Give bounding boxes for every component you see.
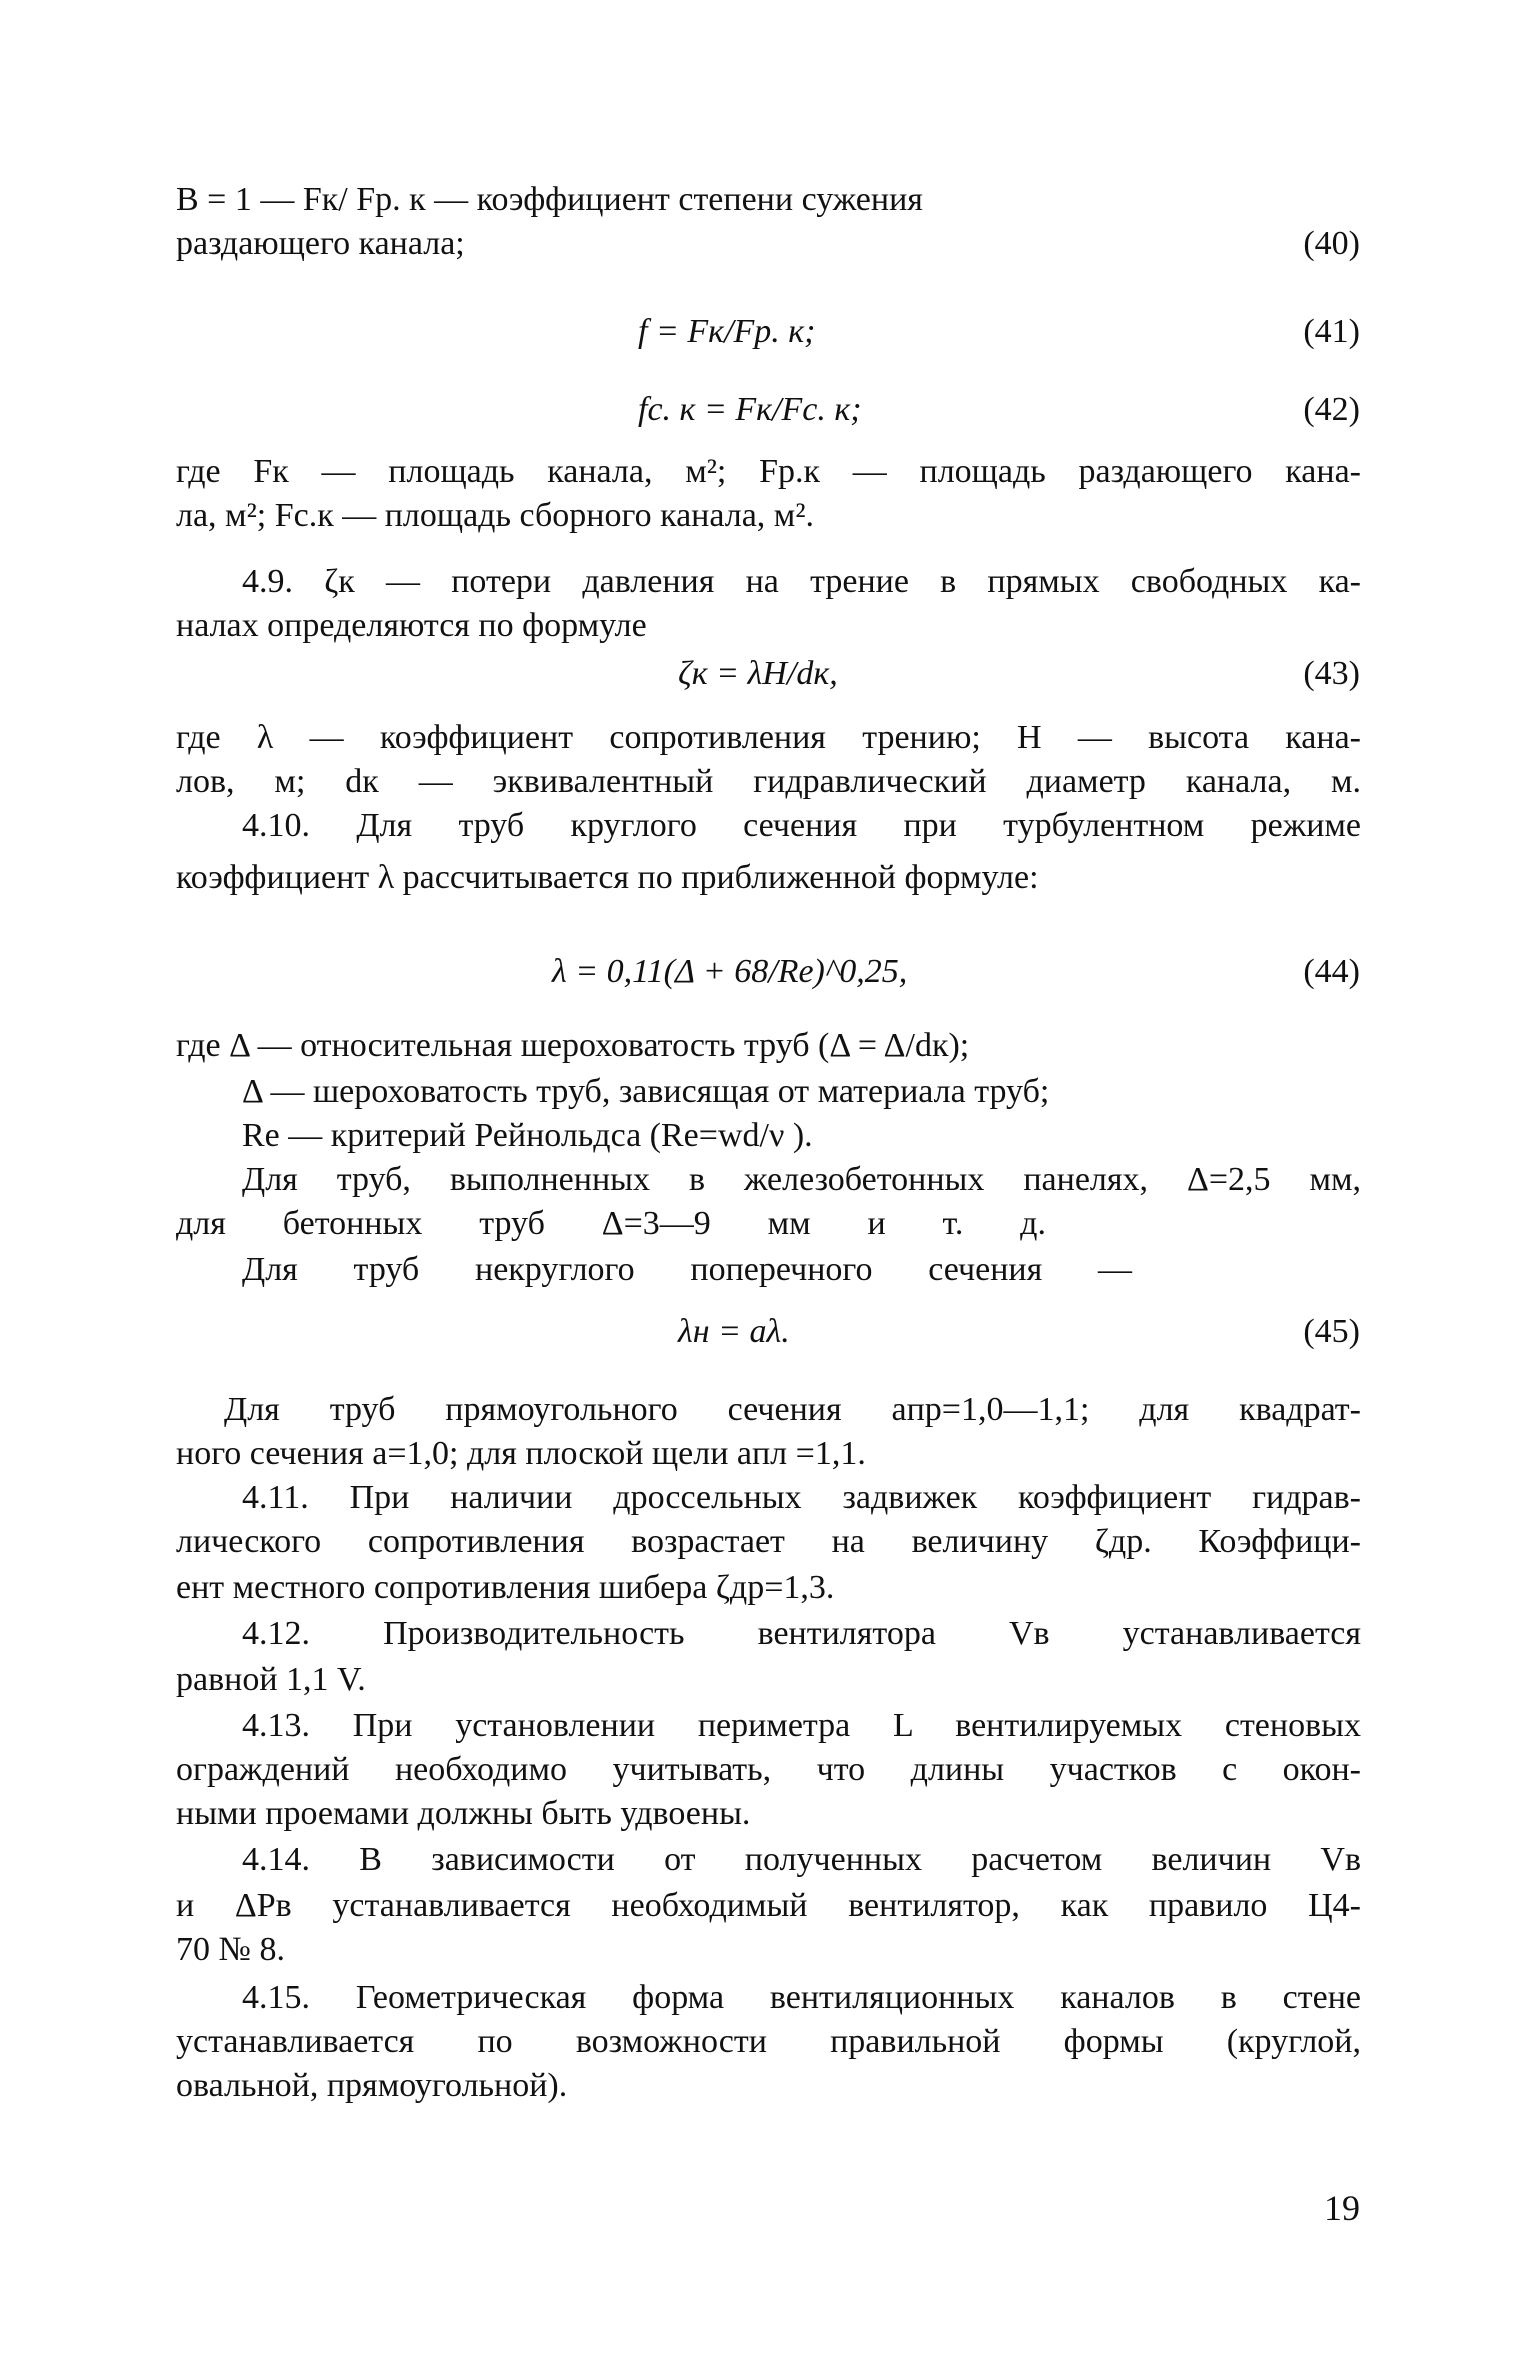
text-line: и ΔPв устанавливается необходимый вентилятор, как правило Ц4- [176,1887,1361,1924]
equation-number: (43) [1303,655,1360,692]
text-line: Re — критерий Рейнольдса (Re=wd/ν ). [242,1117,813,1154]
formula-43: ζк = λH/dк, [678,655,838,692]
text-line: 4.14. В зависимости от полученных расчетом величин Vв [242,1841,1361,1878]
text-line: где Fк — площадь канала, м²; Fр.к — площадь раздающего кана- [176,453,1361,490]
text-line: где Δ — относительная шероховатость труб (Δ = Δ/dк); [176,1027,970,1064]
text-line: раздающего канала; [176,225,465,262]
text-line: В = 1 — Fк/ Fр. к — коэффициент степени сужения [176,181,923,218]
text-line: ными проемами должны быть удвоены. [176,1795,751,1832]
formula-44: λ = 0,11(Δ + 68/Re)^0,25, [552,953,908,990]
formula-45: λн = aλ. [678,1313,790,1350]
text-line: равной 1,1 V. [176,1661,366,1698]
text-line: ограждений необходимо учитывать, что длины участков с окон- [176,1751,1361,1788]
text-line: Для труб некруглого поперечного сечения — [242,1251,1132,1288]
text-line: коэффициент λ рассчитывается по приближенной формуле: [176,859,1039,896]
text-line: 4.9. ζк — потери давления на трение в прямых свободных ка- [242,563,1361,600]
text-line: Для труб, выполненных в железобетонных панелях, Δ=2,5 мм, [242,1161,1361,1198]
text-line: лического сопротивления возрастает на величину ζдр. Коэффици- [176,1523,1361,1560]
page-number: 19 [1324,2188,1360,2228]
text-line: налах определяются по формуле [176,607,647,644]
text-line: Δ — шероховатость труб, зависящая от материала труб; [242,1073,1050,1110]
text-line: Для труб прямоугольного сечения aпр=1,0—1,1; для квадрат- [224,1391,1361,1428]
equation-number: (42) [1303,391,1360,428]
text-line: 4.12. Производительность вентилятора Vв устанавливается [242,1615,1361,1652]
text-line: 4.11. При наличии дроссельных задвижек коэффициент гидрав- [242,1479,1361,1516]
text-line: лов, м; dк — эквивалентный гидравлический диаметр канала, м. [176,763,1361,800]
formula-42: fс. к = Fк/Fс. к; [638,391,862,428]
text-line: ла, м²; Fс.к — площадь сборного канала, м². [176,497,815,534]
equation-number: (41) [1303,313,1360,350]
text-line: 4.10. Для труб круглого сечения при турбулентном режиме [242,807,1361,844]
text-line: 4.15. Геометрическая форма вентиляционных каналов в стене [242,1979,1361,2016]
text-line: для бетонных труб Δ=3—9 мм и т. д. [176,1205,1046,1242]
text-line: 4.13. При установлении периметра L вентилируемых стеновых [242,1707,1361,1744]
text-line: устанавливается по возможности правильной формы (круглой, [176,2023,1361,2060]
text-line: 70 № 8. [176,1931,285,1968]
equation-number: (45) [1303,1313,1360,1350]
text-line: ного сечения a=1,0; для плоской щели aпл =1,1. [176,1435,866,1472]
formula-41: f = Fк/Fр. к; [638,313,816,350]
text-line: овальной, прямоугольной). [176,2067,568,2104]
text-line: где λ — коэффициент сопротивления трению; H — высота кана- [176,719,1361,756]
equation-number: (40) [1303,225,1360,262]
equation-number: (44) [1303,953,1360,990]
text-line: ент местного сопротивления шибера ζдр=1,3. [176,1569,835,1606]
